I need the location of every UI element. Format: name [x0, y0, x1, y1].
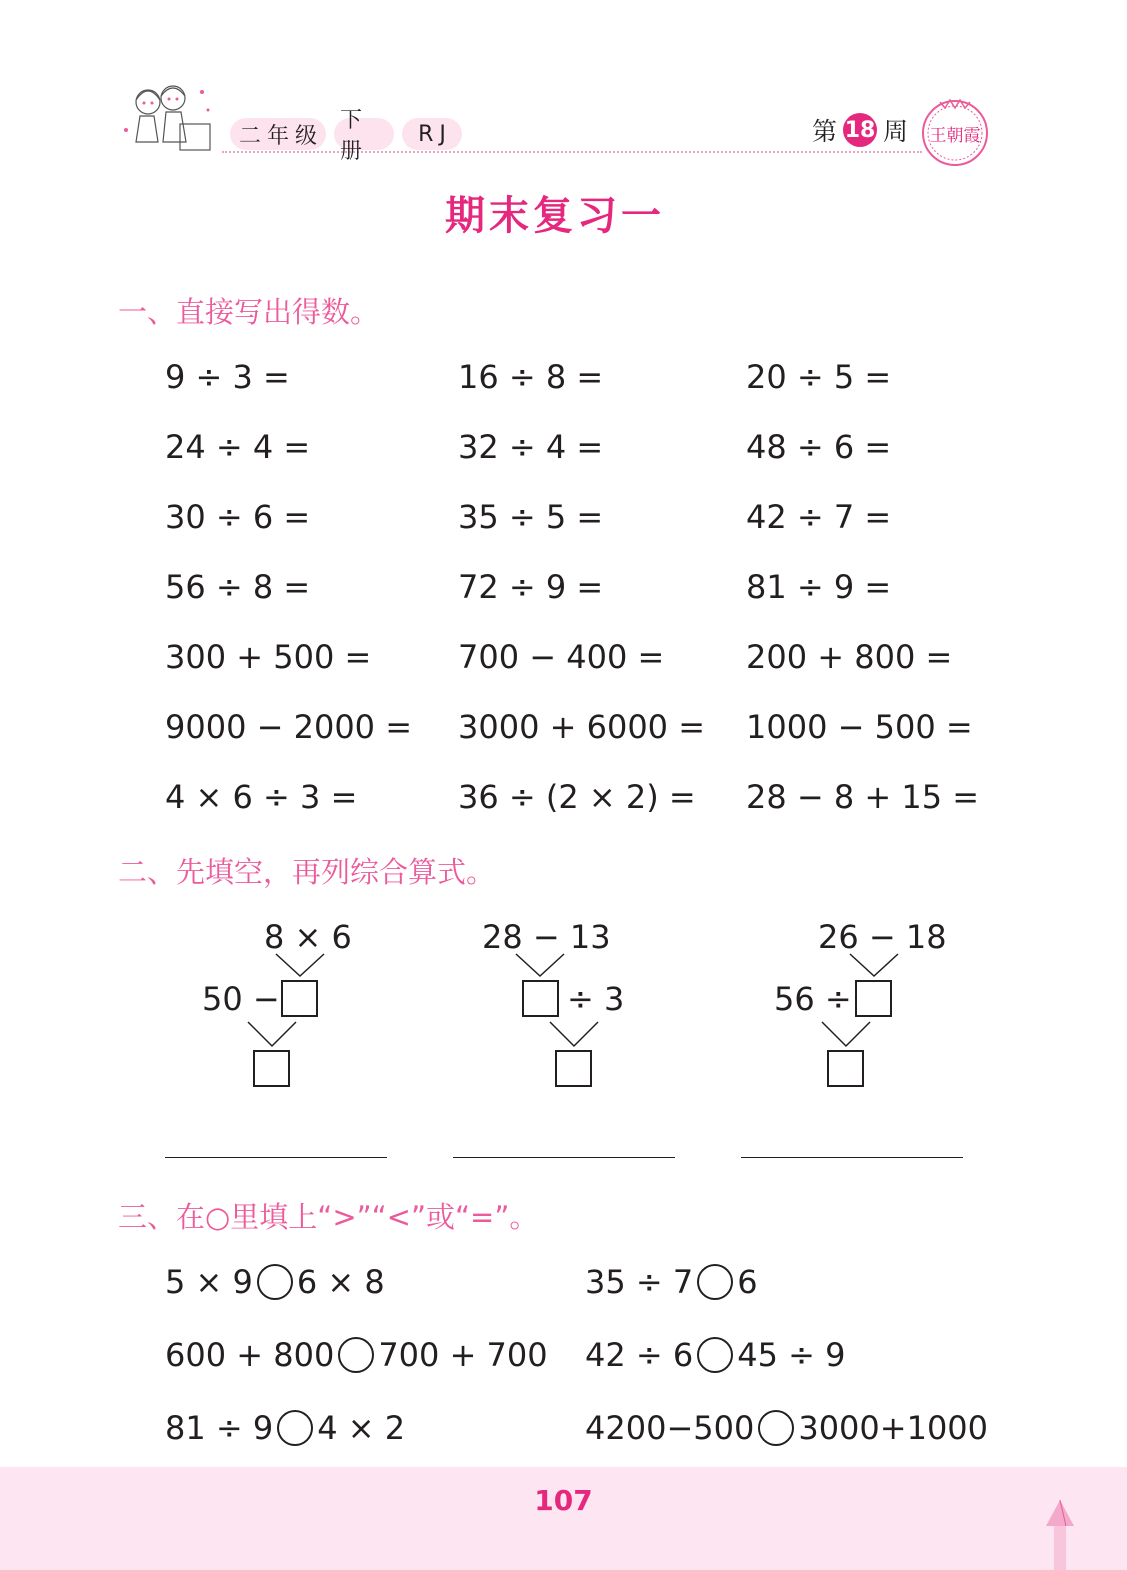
- page-title: 期末复习一: [445, 193, 665, 239]
- comparison-left: 81 ÷ 9: [165, 1409, 274, 1447]
- answer-circle[interactable]: [277, 1410, 313, 1446]
- tree1-result-box[interactable]: [253, 1050, 290, 1087]
- comparison-item: [585, 1263, 758, 1301]
- edition-label: RJ: [402, 118, 462, 150]
- calc-expression: 24 ÷ 4 =: [165, 428, 311, 466]
- volume-label: 下册: [334, 118, 394, 150]
- grade-label: 二年级: [230, 118, 326, 150]
- tree1-top-expression: 8 × 6: [264, 918, 352, 956]
- tree3-answer-line[interactable]: [741, 1157, 963, 1158]
- tree1-blank-box-1[interactable]: [281, 980, 318, 1017]
- comparison-item: [585, 1409, 988, 1447]
- tree3-left-operand: 56 ÷: [774, 980, 852, 1018]
- comparison-item: [585, 1336, 845, 1374]
- section3-title: 三、在○里填上“>”“<”或“=”。: [118, 1200, 539, 1234]
- week-number-badge: 18: [843, 113, 877, 147]
- answer-circle[interactable]: [697, 1337, 733, 1373]
- calc-expression: 700 − 400 =: [458, 638, 665, 676]
- tree1-left-operand: 50 −: [202, 980, 280, 1018]
- calc-expression: 32 ÷ 4 =: [458, 428, 604, 466]
- calc-expression: 4 × 6 ÷ 3 =: [165, 778, 358, 816]
- tree2-right-operand: ÷ 3: [567, 980, 625, 1018]
- calc-expression: 300 + 500 =: [165, 638, 372, 676]
- week-suffix: 周: [883, 117, 909, 146]
- tree1-answer-line[interactable]: [165, 1157, 387, 1158]
- tree3-blank-box-1[interactable]: [855, 980, 892, 1017]
- week-indicator: [812, 112, 908, 148]
- tree2-blank-box-1[interactable]: [522, 980, 559, 1017]
- tree1-lower-connector: [244, 1020, 304, 1050]
- comparison-left: 600 + 800: [165, 1336, 335, 1374]
- tree3-top-expression: 26 − 18: [818, 918, 947, 956]
- footer-band: [0, 1467, 1127, 1570]
- tree3-upper-connector: [844, 952, 904, 980]
- calc-expression: 42 ÷ 7 =: [746, 498, 892, 536]
- header-dotted-rule: [222, 151, 922, 153]
- comparison-right: 6 × 8: [296, 1263, 385, 1301]
- section1-title: 一、直接写出得数。: [118, 295, 380, 329]
- comparison-item: [165, 1336, 548, 1374]
- week-prefix: 第: [812, 117, 838, 146]
- tree3-lower-connector: [818, 1020, 878, 1050]
- calc-expression: 72 ÷ 9 =: [458, 568, 604, 606]
- calc-expression: 9 ÷ 3 =: [165, 358, 290, 396]
- decorative-arrow-icon: [1040, 1496, 1080, 1570]
- page-number: 107: [534, 1484, 593, 1517]
- calc-expression: 56 ÷ 8 =: [165, 568, 311, 606]
- answer-circle[interactable]: [338, 1337, 374, 1373]
- answer-circle[interactable]: [697, 1264, 733, 1300]
- calc-expression: 16 ÷ 8 =: [458, 358, 604, 396]
- svg-text:王朝霞: 王朝霞: [929, 126, 981, 146]
- calc-expression: 9000 − 2000 =: [165, 708, 413, 746]
- children-illustration: [118, 72, 218, 162]
- calc-expression: 3000 + 6000 =: [458, 708, 706, 746]
- comparison-right: 45 ÷ 9: [737, 1336, 846, 1374]
- tree2-upper-connector: [510, 952, 570, 980]
- answer-circle[interactable]: [758, 1410, 794, 1446]
- comparison-left: 4200−500: [585, 1409, 755, 1447]
- calc-expression: 20 ÷ 5 =: [746, 358, 892, 396]
- tree2-result-box[interactable]: [555, 1050, 592, 1087]
- calc-expression: 81 ÷ 9 =: [746, 568, 892, 606]
- tree2-top-expression: 28 − 13: [482, 918, 611, 956]
- author-seal-logo: [918, 94, 992, 168]
- comparison-left: 42 ÷ 6: [585, 1336, 694, 1374]
- calc-expression: 30 ÷ 6 =: [165, 498, 311, 536]
- comparison-right: 4 × 2: [317, 1409, 406, 1447]
- comparison-left: 35 ÷ 7: [585, 1263, 694, 1301]
- comparison-item: [165, 1263, 385, 1301]
- calc-expression: 1000 − 500 =: [746, 708, 973, 746]
- comparison-right: 3000+1000: [798, 1409, 989, 1447]
- tree2-lower-connector: [546, 1020, 606, 1050]
- tree1-upper-connector: [270, 952, 330, 980]
- calc-expression: 48 ÷ 6 =: [746, 428, 892, 466]
- section2-title: 二、先填空，再列综合算式。: [118, 855, 496, 889]
- calc-expression: 28 − 8 + 15 =: [746, 778, 980, 816]
- comparison-left: 5 × 9: [165, 1263, 253, 1301]
- tree3-result-box[interactable]: [827, 1050, 864, 1087]
- answer-circle[interactable]: [257, 1264, 293, 1300]
- comparison-item: [165, 1409, 405, 1447]
- comparison-right: 700 + 700: [378, 1336, 548, 1374]
- comparison-right: 6: [737, 1263, 758, 1301]
- tree2-answer-line[interactable]: [453, 1157, 675, 1158]
- calc-expression: 35 ÷ 5 =: [458, 498, 604, 536]
- calc-expression: 200 + 800 =: [746, 638, 953, 676]
- calc-expression: 36 ÷ (2 × 2) =: [458, 778, 696, 816]
